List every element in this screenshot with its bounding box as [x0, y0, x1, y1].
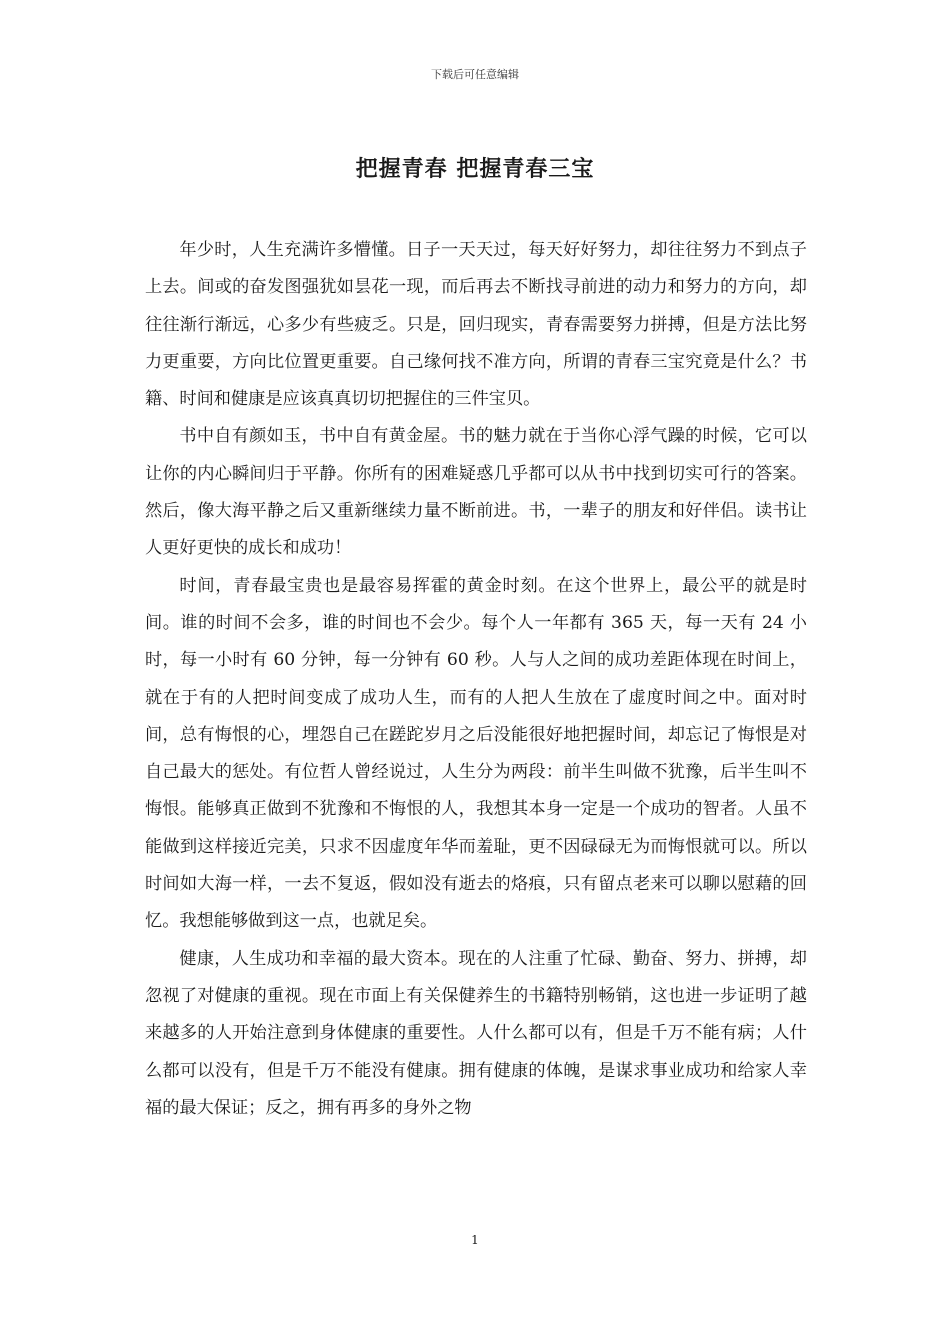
paragraph-health: 健康，人生成功和幸福的最大资本。现在的人注重了忙碌、勤奋、努力、拼搏，却忽视了对健康的重视。现在市面上有关保健养生的书籍特别畅销，这也进一步证明了越来越多的人开始注意到身体健康的重要性。人什么都可以有，但是千万不能有病；人什么都可以没有，但是千万不能没有健康。拥有健康的体魄，是谋求事业成功和给家人幸福的最大保证；反之，拥有再多的身外之物: [145, 948, 807, 1118]
document-body: [145, 232, 807, 1127]
paragraph-time: 时间，青春最宝贵也是最容易挥霍的黄金时刻。在这个世界上，最公平的就是时间。谁的时间不会多，谁的时间也不会少。每个人一年都有 365 天，每一天有 24 小时，每一小时有 60 分钟，每一分钟有 60 秒。人与人之间的成功差距体现在时间上，就在于有的人把时间变成了成功人生，而有的人把人生放在了虚度时间之中。面对时间，总有悔恨的心，埋怨自己在蹉跎岁月之后没能很好地把握时间，却忘记了悔恨是对自己最大的惩处。有位哲人曾经说过，人生分为两段：前半生叫做不犹豫，后半生叫不悔恨。能够真正做到不犹豫和不悔恨的人，我想其本身一定是一个成功的智者。人虽不能做到这样接近完美，只求不因虚度年华而羞耻，更不因碌碌无为而悔恨就可以。所以时间如大海一样，一去不复返，假如没有逝去的烙痕，只有留点老来可以聊以慰藉的回忆。我想能够做到这一点，也就足矣。: [145, 575, 807, 932]
page-header-note: 下载后可任意编辑: [431, 68, 519, 81]
paragraph-books: 书中自有颜如玉，书中自有黄金屋。书的魅力就在于当你心浮气躁的时候，它可以让你的内心瞬间归于平静。你所有的困难疑惑几乎都可以从书中找到切实可行的答案。然后，像大海平静之后又重新继续力量不断前进。书，一辈子的朋友和好伴侣。读书让人更好更快的成长和成功！: [145, 426, 807, 559]
page-number: 1: [471, 1233, 479, 1247]
document-title: 把握青春 把握青春三宝: [355, 157, 595, 182]
paragraph-intro: 年少时，人生充满许多懵懂。日子一天天过，每天好好努力，却往往努力不到点子上去。间或的奋发图强犹如昙花一现，而后再去不断找寻前进的动力和努力的方向，却往往渐行渐远，心多少有些疲乏。只是，回归现实，青春需要努力拼搏，但是方法比努力更重要，方向比位置更重要。自己缘何找不准方向，所谓的青春三宝究竟是什么？书籍、时间和健康是应该真真切切把握住的三件宝贝。: [145, 240, 807, 410]
